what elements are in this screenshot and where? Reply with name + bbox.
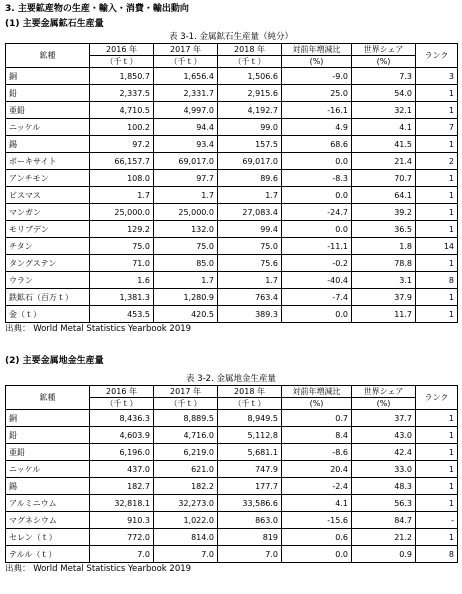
value-2018-cell: 99.4 xyxy=(218,221,282,238)
value-2018-cell: 4,192.7 xyxy=(218,102,282,119)
world-share-cell: 21.2 xyxy=(352,529,416,546)
value-2017-cell: 25,000.0 xyxy=(154,204,218,221)
value-2016-cell: 108.0 xyxy=(90,170,154,187)
value-2018-cell: 27,083.4 xyxy=(218,204,282,221)
mineral-name-cell: チタン xyxy=(6,238,90,255)
table-row xyxy=(6,119,458,136)
value-2017-cell: 94.4 xyxy=(154,119,218,136)
metals-table-caption: 表 3-2. 金属地金生産量 xyxy=(186,374,276,384)
value-2016-cell: 97.2 xyxy=(90,136,154,153)
value-2016-cell: 25,000.0 xyxy=(90,204,154,221)
yoy-change-cell: -24.7 xyxy=(282,204,352,221)
mineral-name-cell: 亜鉛 xyxy=(6,444,90,461)
world-share-cell: 37.7 xyxy=(352,410,416,427)
rank-cell: 1 xyxy=(416,187,458,204)
value-2018-cell: 75.0 xyxy=(218,238,282,255)
mineral-name-cell: 亜鉛 xyxy=(6,102,90,119)
value-2016-cell: 6,196.0 xyxy=(90,444,154,461)
header-share: 世界シェア xyxy=(352,386,416,398)
header-2018: 2018 年 xyxy=(218,386,282,398)
header-rank: ランク xyxy=(416,44,458,68)
header-mineral: 鉱種 xyxy=(6,386,90,410)
value-2017-cell: 621.0 xyxy=(154,461,218,478)
world-share-cell: 37.9 xyxy=(352,289,416,306)
table-row xyxy=(6,289,458,306)
value-2018-cell: 8,949.5 xyxy=(218,410,282,427)
value-2016-cell: 100.2 xyxy=(90,119,154,136)
value-2018-cell: 863.0 xyxy=(218,512,282,529)
value-2016-cell: 71.0 xyxy=(90,255,154,272)
value-2017-cell: 1,280.9 xyxy=(154,289,218,306)
header-2018: 2018 年 xyxy=(218,44,282,56)
yoy-change-cell: -9.0 xyxy=(282,68,352,85)
world-share-cell: 7.3 xyxy=(352,68,416,85)
rank-cell: 1 xyxy=(416,306,458,323)
yoy-change-cell: -40.4 xyxy=(282,272,352,289)
value-2016-cell: 4,603.9 xyxy=(90,427,154,444)
yoy-change-cell: 20.4 xyxy=(282,461,352,478)
header-yoy-unit: (%) xyxy=(282,398,352,410)
header-rank: ランク xyxy=(416,386,458,410)
yoy-change-cell: 4.1 xyxy=(282,495,352,512)
yoy-change-cell: -11.1 xyxy=(282,238,352,255)
world-share-cell: 54.0 xyxy=(352,85,416,102)
mineral-name-cell: 錫 xyxy=(6,136,90,153)
value-2017-cell: 2,331.7 xyxy=(154,85,218,102)
header-mineral: 鉱種 xyxy=(6,44,90,68)
ores-source: 出典： World Metal Statistics Yearbook 2019 xyxy=(5,324,192,334)
table-row xyxy=(6,495,458,512)
world-share-cell: 70.7 xyxy=(352,170,416,187)
ores-table-header xyxy=(6,44,458,68)
value-2016-cell: 437.0 xyxy=(90,461,154,478)
value-2018-cell: 75.6 xyxy=(218,255,282,272)
table-row xyxy=(6,410,458,427)
header-2017: 2017 年 xyxy=(154,44,218,56)
header-share-unit: (%) xyxy=(352,398,416,410)
table-row xyxy=(6,512,458,529)
rank-cell: 8 xyxy=(416,546,458,563)
value-2017-cell: 7.0 xyxy=(154,546,218,563)
world-share-cell: 33.0 xyxy=(352,461,416,478)
value-2016-cell: 772.0 xyxy=(90,529,154,546)
mineral-name-cell: セレン（ｔ） xyxy=(6,529,90,546)
rank-cell: 8 xyxy=(416,272,458,289)
table-row xyxy=(6,170,458,187)
yoy-change-cell: 25.0 xyxy=(282,85,352,102)
world-share-cell: 21.4 xyxy=(352,153,416,170)
value-2018-cell: 157.5 xyxy=(218,136,282,153)
value-2017-cell: 1,022.0 xyxy=(154,512,218,529)
value-2017-cell: 85.0 xyxy=(154,255,218,272)
value-2017-cell: 1.7 xyxy=(154,272,218,289)
value-2018-cell: 7.0 xyxy=(218,546,282,563)
header-unit-2018: （千ｔ） xyxy=(218,398,282,410)
mineral-name-cell: 鉄鉱石（百万ｔ） xyxy=(6,289,90,306)
header-2017: 2017 年 xyxy=(154,386,218,398)
mineral-name-cell: テルル（ｔ） xyxy=(6,546,90,563)
yoy-change-cell: 0.0 xyxy=(282,153,352,170)
rank-cell: 1 xyxy=(416,85,458,102)
rank-cell: 2 xyxy=(416,153,458,170)
world-share-cell: 78.8 xyxy=(352,255,416,272)
yoy-change-cell: -8.6 xyxy=(282,444,352,461)
yoy-change-cell: 0.6 xyxy=(282,529,352,546)
header-unit-2016: （千ｔ） xyxy=(90,56,154,68)
mineral-name-cell: ニッケル xyxy=(6,119,90,136)
table-row xyxy=(6,444,458,461)
world-share-cell: 64.1 xyxy=(352,187,416,204)
rank-cell: - xyxy=(416,512,458,529)
value-2018-cell: 389.3 xyxy=(218,306,282,323)
mineral-name-cell: モリブデン xyxy=(6,221,90,238)
value-2018-cell: 747.9 xyxy=(218,461,282,478)
value-2017-cell: 32,273.0 xyxy=(154,495,218,512)
value-2016-cell: 75.0 xyxy=(90,238,154,255)
yoy-change-cell: 4.9 xyxy=(282,119,352,136)
header-unit-2016: （千ｔ） xyxy=(90,398,154,410)
header-unit-2018: （千ｔ） xyxy=(218,56,282,68)
world-share-cell: 39.2 xyxy=(352,204,416,221)
value-2017-cell: 6,219.0 xyxy=(154,444,218,461)
rank-cell: 1 xyxy=(416,461,458,478)
header-yoy-unit: (%) xyxy=(282,56,352,68)
header-share: 世界シェア xyxy=(352,44,416,56)
value-2017-cell: 75.0 xyxy=(154,238,218,255)
ores-subtitle: (1) 主要金属鉱石生産量 xyxy=(5,19,104,29)
value-2018-cell: 1.7 xyxy=(218,272,282,289)
mineral-name-cell: ボーキサイト xyxy=(6,153,90,170)
world-share-cell: 48.3 xyxy=(352,478,416,495)
mineral-name-cell: 錫 xyxy=(6,478,90,495)
table-row xyxy=(6,136,458,153)
header-unit-2017: （千ｔ） xyxy=(154,56,218,68)
value-2017-cell: 8,889.5 xyxy=(154,410,218,427)
mineral-name-cell: アルミニウム xyxy=(6,495,90,512)
value-2016-cell: 1.7 xyxy=(90,187,154,204)
world-share-cell: 43.0 xyxy=(352,427,416,444)
value-2018-cell: 33,586.6 xyxy=(218,495,282,512)
value-2018-cell: 69,017.0 xyxy=(218,153,282,170)
mineral-name-cell: 金（ｔ） xyxy=(6,306,90,323)
yoy-change-cell: 0.7 xyxy=(282,410,352,427)
table-row xyxy=(6,68,458,85)
value-2017-cell: 814.0 xyxy=(154,529,218,546)
table-row xyxy=(6,204,458,221)
value-2018-cell: 1,506.6 xyxy=(218,68,282,85)
value-2018-cell: 5,112.8 xyxy=(218,427,282,444)
ores-table-body xyxy=(6,68,458,323)
ores-table-caption: 表 3-1. 金属鉱石生産量（純分） xyxy=(169,32,293,42)
value-2016-cell: 453.5 xyxy=(90,306,154,323)
mineral-name-cell: ビスマス xyxy=(6,187,90,204)
yoy-change-cell: -7.4 xyxy=(282,289,352,306)
mineral-name-cell: 鉛 xyxy=(6,85,90,102)
value-2018-cell: 99.0 xyxy=(218,119,282,136)
value-2016-cell: 8,436.3 xyxy=(90,410,154,427)
value-2017-cell: 4,997.0 xyxy=(154,102,218,119)
table-row xyxy=(6,238,458,255)
value-2017-cell: 69,017.0 xyxy=(154,153,218,170)
value-2016-cell: 1,381.3 xyxy=(90,289,154,306)
value-2018-cell: 89.6 xyxy=(218,170,282,187)
table-row xyxy=(6,221,458,238)
value-2018-cell: 177.7 xyxy=(218,478,282,495)
metals-table-header xyxy=(6,386,458,410)
rank-cell: 14 xyxy=(416,238,458,255)
value-2018-cell: 819 xyxy=(218,529,282,546)
yoy-change-cell: -16.1 xyxy=(282,102,352,119)
value-2017-cell: 182.2 xyxy=(154,478,218,495)
mineral-name-cell: タングステン xyxy=(6,255,90,272)
table-row xyxy=(6,102,458,119)
rank-cell: 1 xyxy=(416,410,458,427)
world-share-cell: 84.7 xyxy=(352,512,416,529)
world-share-cell: 32.1 xyxy=(352,102,416,119)
yoy-change-cell: 0.0 xyxy=(282,221,352,238)
rank-cell: 7 xyxy=(416,119,458,136)
mineral-name-cell: アンチモン xyxy=(6,170,90,187)
metals-subtitle: (2) 主要金属地金生産量 xyxy=(5,356,104,366)
value-2018-cell: 2,915.6 xyxy=(218,85,282,102)
table-row xyxy=(6,85,458,102)
table-row xyxy=(6,187,458,204)
rank-cell: 1 xyxy=(416,255,458,272)
world-share-cell: 36.5 xyxy=(352,221,416,238)
rank-cell: 1 xyxy=(416,444,458,461)
ores-production-table xyxy=(5,43,458,323)
rank-cell: 1 xyxy=(416,136,458,153)
yoy-change-cell: 68.6 xyxy=(282,136,352,153)
yoy-change-cell: -0.2 xyxy=(282,255,352,272)
table-row xyxy=(6,272,458,289)
yoy-change-cell: -15.6 xyxy=(282,512,352,529)
world-share-cell: 3.1 xyxy=(352,272,416,289)
value-2017-cell: 1.7 xyxy=(154,187,218,204)
value-2017-cell: 420.5 xyxy=(154,306,218,323)
yoy-change-cell: 8.4 xyxy=(282,427,352,444)
world-share-cell: 42.4 xyxy=(352,444,416,461)
rank-cell: 1 xyxy=(416,221,458,238)
world-share-cell: 41.5 xyxy=(352,136,416,153)
rank-cell: 1 xyxy=(416,427,458,444)
yoy-change-cell: 0.0 xyxy=(282,306,352,323)
table-row xyxy=(6,153,458,170)
rank-cell: 1 xyxy=(416,478,458,495)
value-2016-cell: 910.3 xyxy=(90,512,154,529)
value-2016-cell: 4,710.5 xyxy=(90,102,154,119)
value-2017-cell: 93.4 xyxy=(154,136,218,153)
world-share-cell: 0.9 xyxy=(352,546,416,563)
value-2018-cell: 763.4 xyxy=(218,289,282,306)
world-share-cell: 1.8 xyxy=(352,238,416,255)
rank-cell: 1 xyxy=(416,204,458,221)
value-2016-cell: 1,850.7 xyxy=(90,68,154,85)
header-yoy: 対前年増減比 xyxy=(282,44,352,56)
header-2016: 2016 年 xyxy=(90,44,154,56)
table-row xyxy=(6,306,458,323)
rank-cell: 3 xyxy=(416,68,458,85)
rank-cell: 1 xyxy=(416,529,458,546)
mineral-name-cell: 鉛 xyxy=(6,427,90,444)
value-2018-cell: 1.7 xyxy=(218,187,282,204)
value-2016-cell: 7.0 xyxy=(90,546,154,563)
world-share-cell: 4.1 xyxy=(352,119,416,136)
header-2016: 2016 年 xyxy=(90,386,154,398)
mineral-name-cell: ウラン xyxy=(6,272,90,289)
value-2017-cell: 1,656.4 xyxy=(154,68,218,85)
rank-cell: 1 xyxy=(416,102,458,119)
value-2017-cell: 4,716.0 xyxy=(154,427,218,444)
section-title: 3. 主要鉱産物の生産・輸入・消費・輸出動向 xyxy=(5,4,189,14)
value-2016-cell: 32,818.1 xyxy=(90,495,154,512)
table-row xyxy=(6,461,458,478)
yoy-change-cell: -2.4 xyxy=(282,478,352,495)
header-yoy: 対前年増減比 xyxy=(282,386,352,398)
value-2017-cell: 97.7 xyxy=(154,170,218,187)
world-share-cell: 56.3 xyxy=(352,495,416,512)
table-row xyxy=(6,546,458,563)
value-2016-cell: 66,157.7 xyxy=(90,153,154,170)
mineral-name-cell: マンガン xyxy=(6,204,90,221)
table-row xyxy=(6,529,458,546)
value-2016-cell: 2,337.5 xyxy=(90,85,154,102)
metals-production-table xyxy=(5,385,458,563)
mineral-name-cell: 銅 xyxy=(6,68,90,85)
metals-table-body xyxy=(6,410,458,563)
header-share-unit: (%) xyxy=(352,56,416,68)
mineral-name-cell: ニッケル xyxy=(6,461,90,478)
rank-cell: 1 xyxy=(416,289,458,306)
table-row xyxy=(6,427,458,444)
world-share-cell: 11.7 xyxy=(352,306,416,323)
metals-source: 出典： World Metal Statistics Yearbook 2019 xyxy=(5,564,192,574)
table-row xyxy=(6,255,458,272)
rank-cell: 1 xyxy=(416,495,458,512)
value-2017-cell: 132.0 xyxy=(154,221,218,238)
value-2016-cell: 1.6 xyxy=(90,272,154,289)
yoy-change-cell: -8.3 xyxy=(282,170,352,187)
rank-cell: 1 xyxy=(416,170,458,187)
header-unit-2017: （千ｔ） xyxy=(154,398,218,410)
value-2016-cell: 129.2 xyxy=(90,221,154,238)
mineral-name-cell: 銅 xyxy=(6,410,90,427)
table-row xyxy=(6,478,458,495)
value-2016-cell: 182.7 xyxy=(90,478,154,495)
value-2018-cell: 5,681.1 xyxy=(218,444,282,461)
yoy-change-cell: 0.0 xyxy=(282,187,352,204)
yoy-change-cell: 0.0 xyxy=(282,546,352,563)
mineral-name-cell: マグネシウム xyxy=(6,512,90,529)
